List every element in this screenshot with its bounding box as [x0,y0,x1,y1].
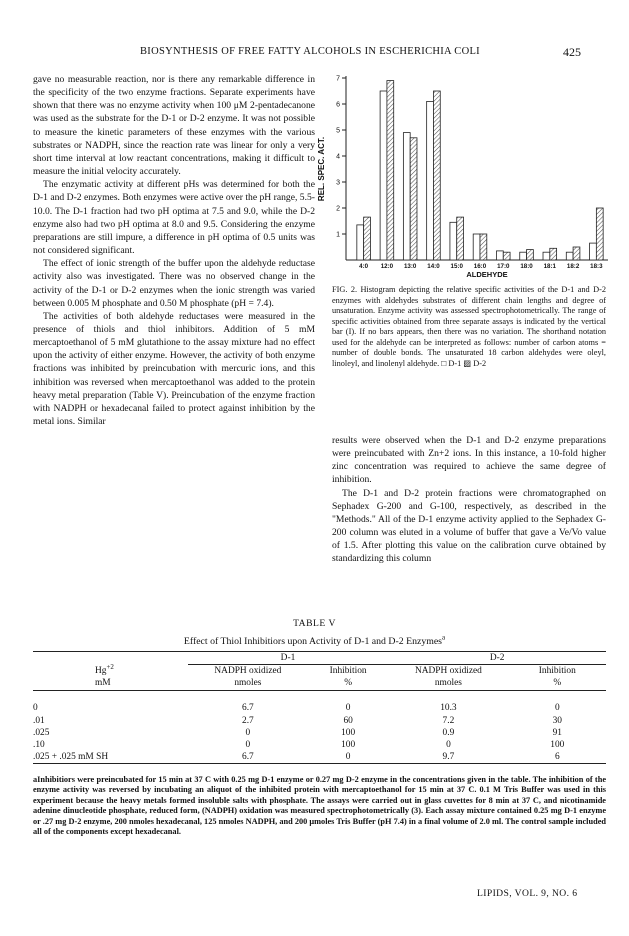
col-pct-d1: % [344,678,353,689]
legend-d1-label: D-1 [448,358,462,368]
y-tick-label: 7 [336,75,340,83]
running-head [0,46,629,60]
table-row [33,739,606,751]
bar-d1 [450,222,457,260]
y-axis-label: REL. SPEC. ACT. [317,136,326,202]
x-tick-label: 18:0 [520,263,533,270]
table-row [33,727,606,739]
cell-hg: .025 + .025 mM SH [33,752,109,763]
x-tick-label: 12:0 [380,263,394,270]
col-pct-d2: % [553,678,562,689]
cell-nadph-d2: 0 [446,739,451,750]
table-row [33,715,606,727]
bar-d2 [364,217,371,260]
legend-d2-swatch: ▨ [463,358,472,368]
cell-nadph-d2: 9.7 [442,752,455,763]
bar-d2 [527,250,534,260]
x-tick-label: 4:0 [359,263,369,270]
x-tick-label: 15:0 [450,263,463,270]
cell-nadph-d1: 6.7 [242,703,254,714]
caption-legend [441,359,486,368]
cell-inhib-d1: 100 [341,739,356,750]
table-v [33,651,606,764]
bar-d2 [503,252,510,260]
col-nmoles-d1: nmoles [234,678,262,689]
x-tick-label: 18:2 [566,263,580,270]
bar-d1 [380,91,387,260]
cell-nadph-d1: 2.7 [242,715,254,726]
table-caption [0,633,629,647]
col-hg-label [33,662,188,678]
y-tick-label: 1 [336,231,340,239]
x-tick-label: 14:0 [427,263,440,270]
paragraph: results were observed when the D-1 and D-2 enzyme preparations were preincubated with Zn+2 ions. In this instance, a 10-fold higher zinc concentration was required to achieve the same degree of inhibition. [332,435,606,486]
caption-text: FIG. 2. Histogram depicting the relative specific activities of the D-1 and D-2 enzymes with aldehydes substrates of different chain lengths and degree of unsaturation. Enzyme activity was assessed spectrophotometrically. The range of specific activities obtained from three separate assays is indicated by the vertical bar (I). If no bars appears, then there was no variation. The shorthand notation used for the aldehyde can be interpreted as follows: number of carbon atoms = number of double bonds. The unsaturated 18 carbon aldehydes were oleyl, linoleyl, and linolenyl aldehyde. [332,285,606,368]
col-nmoles-d2: nmoles [434,678,462,689]
cell-nadph-d1: 0 [245,727,251,738]
y-tick-label: 4 [336,153,340,161]
cell-inhib-d2: 91 [552,727,562,738]
cell-hg: 0 [33,703,38,714]
cell-nadph-d1: 0 [245,739,251,750]
hg-sup: +2 [106,662,114,671]
cell-inhib-d1: 60 [343,715,353,726]
bar-d1 [520,252,527,260]
cell-hg: .025 [33,727,50,738]
bar-d2 [573,247,580,260]
bar-d2 [457,217,464,260]
cell-hg: .01 [33,715,45,726]
table-label: TABLE V [293,618,336,629]
legend-d2-label: D-2 [473,358,487,368]
x-axis-label: ALDEHYDE [466,270,508,279]
page-number: 425 [563,45,581,59]
bar-d1 [473,234,480,260]
table-row [33,702,606,714]
cell-inhib-d1: 0 [345,703,351,714]
figure-caption [332,285,606,369]
bar-d1 [403,133,410,260]
paragraph: gave no measurable reaction, nor is there any remarkable difference in the specificity of the two enzyme fractions. Separate experiments have shown that there was no enzyme activity when 100 μM 2-pentadecanone was used as the substrate for the D-1 or D-2 enzyme. It was not possible to measure the kinetic parameters of these enzymes with the various substrates or NADPH, since the reaction rate was linear for only a very short time interval at low reactant concentrations, making it difficult to measure the initial velocity accurately. [33,74,315,178]
bar-d2 [550,248,557,260]
cell-inhib-d1: 0 [345,752,351,763]
table-caption-mark: a [442,633,446,642]
table-caption-text: Effect of Thiol Inhibitiors upon Activity of D-1 and D-2 Enzymes [183,636,442,647]
col-nadph-d2: NADPH oxidized [388,665,508,678]
right-column [332,434,606,566]
paragraph: The effect of ionic strength of the buffer upon the aldehyde reductase activity also was investigated. There was no observed change in the activity of the D-1 or D-2 enzymes when the ionic strength was varied between 0.005 M phosphate and 0.50 M phosphate (pH = 7.4). [33,258,315,309]
bar-d2 [433,91,440,260]
table-footnote: aInhibitiors were preincubated for 15 min at 37 C with 0.25 mg D-1 enzyme or 0.27 mg D-2 enzyme in the concentrations given in the table. The inhibition of the enzyme activity was reversed by incubating an aliquot of the inhibited protein with mercaptoethanol for 15 min at 37 C. 0.1 M Tris Buffer was used in this experiment because the heavy metals formed insoluble salts with phosphate. The assays were carried out in glass cuvettes for 8 min at 37 C, and nicotinamide adenine dinucleotide phosphate, reduced form, (NADPH) oxidation was measured spectrophotometrically (3). Each assay mixture contained 0.25 mg D-1 enzyme or .27 mg D-2 enzyme, 200 nmoles hexadecanal, 125 nmoles NADPH, and 200 μmoles Tris Buffer (pH 7.4) in a final volume of 2.0 ml. The control sample included all of the components except hexadecanal. [33,775,606,837]
x-tick-label: 13:0 [403,263,417,270]
cell-inhib-d2: 30 [552,715,562,726]
cell-nadph-d2: 0.9 [442,727,455,738]
y-tick-label: 5 [336,127,340,135]
bar-d1 [566,252,573,260]
y-tick-label: 2 [336,205,340,213]
cell-nadph-d2: 7.2 [442,715,455,726]
legend-d1-swatch: □ [441,358,447,368]
cell-nadph-d2: 10.3 [440,703,457,714]
bar-d2 [410,138,417,260]
figure-2-histogram [312,70,617,280]
bar-d1 [590,243,597,260]
cell-inhib-d2: 100 [550,739,565,750]
paragraph: The enzymatic activity at different pHs was determined for both the D-1 and D-2 enzymes. Both enzymes were active over the pH range, 5.5-10.0. The D-1 fraction had two pH optima at 7.5 and 9.0, while the D-2 enzyme also had two pH optima at 8.0 and 9.5. Considering the enzyme preparations are still impure, a difference in pH optima of 0.5 units was not considered significant. [33,179,315,257]
bar-d2 [596,208,603,260]
left-column [33,73,315,428]
y-tick-label: 6 [336,101,340,109]
cell-hg: .10 [33,739,45,750]
running-title: BIOSYNTHESIS OF FREE FATTY ALCOHOLS IN ESCHERICHIA COLI [140,46,480,57]
col-inhib-d2: Inhibition [509,665,606,678]
bar-d1 [357,225,364,260]
cell-inhib-d2: 6 [554,752,560,763]
x-tick-label: 16:0 [473,263,487,270]
group-d2: D-2 [489,653,505,663]
x-tick-label: 18:1 [543,263,557,270]
paragraph: The D-1 and D-2 protein fractions were chromatographed on Sephadex G-200 and G-100, respectively, as described in the "Methods." All of the D-1 enzyme activity applied to the Sephadex G-200 column was eluted in a volume of buffer that gave a Ve/Vo value of 1.5. After plotting this value on the calibration curve obtained by standardizing this column [332,487,606,565]
bar-d2 [387,81,394,260]
bar-d1 [427,101,434,260]
cell-inhib-d2: 0 [554,703,560,714]
bar-d1 [496,251,503,260]
cell-inhib-d1: 100 [341,727,356,738]
y-tick-label: 3 [336,179,340,187]
col-inhib-d1: Inhibition [308,665,388,678]
col-mm-label: mM [95,678,111,689]
paragraph: The activities of both aldehyde reductases were measured in the presence of thiols and thiol inhibitors. Addition of 5 mM mercaptoethanol of 5 mM glutathione to the assay mixture had no effect upon the activity of either enzyme. However, the activity of both enzyme fractions was inhibited by preincubation with mercuric ions, and this inhibition was reversed when mercaptoethanol was added to the protein heavy metal preparation (Table V). Preincubation of the enzyme fraction with NADPH or hexadecanal failed to protect against inhibition by the metal ions. Similar [33,310,315,428]
group-d1: D-1 [280,653,296,663]
x-tick-label: 17:0 [497,263,510,270]
table-row [33,751,606,764]
journal-footer: LIPIDS, VOL. 9, NO. 6 [477,888,578,899]
col-nadph-d1: NADPH oxidized [188,665,308,678]
cell-nadph-d1: 6.7 [242,752,254,763]
x-tick-label: 18:3 [590,263,603,270]
bar-d1 [543,252,550,260]
bar-d2 [480,234,487,260]
hg-text: Hg [95,665,107,676]
